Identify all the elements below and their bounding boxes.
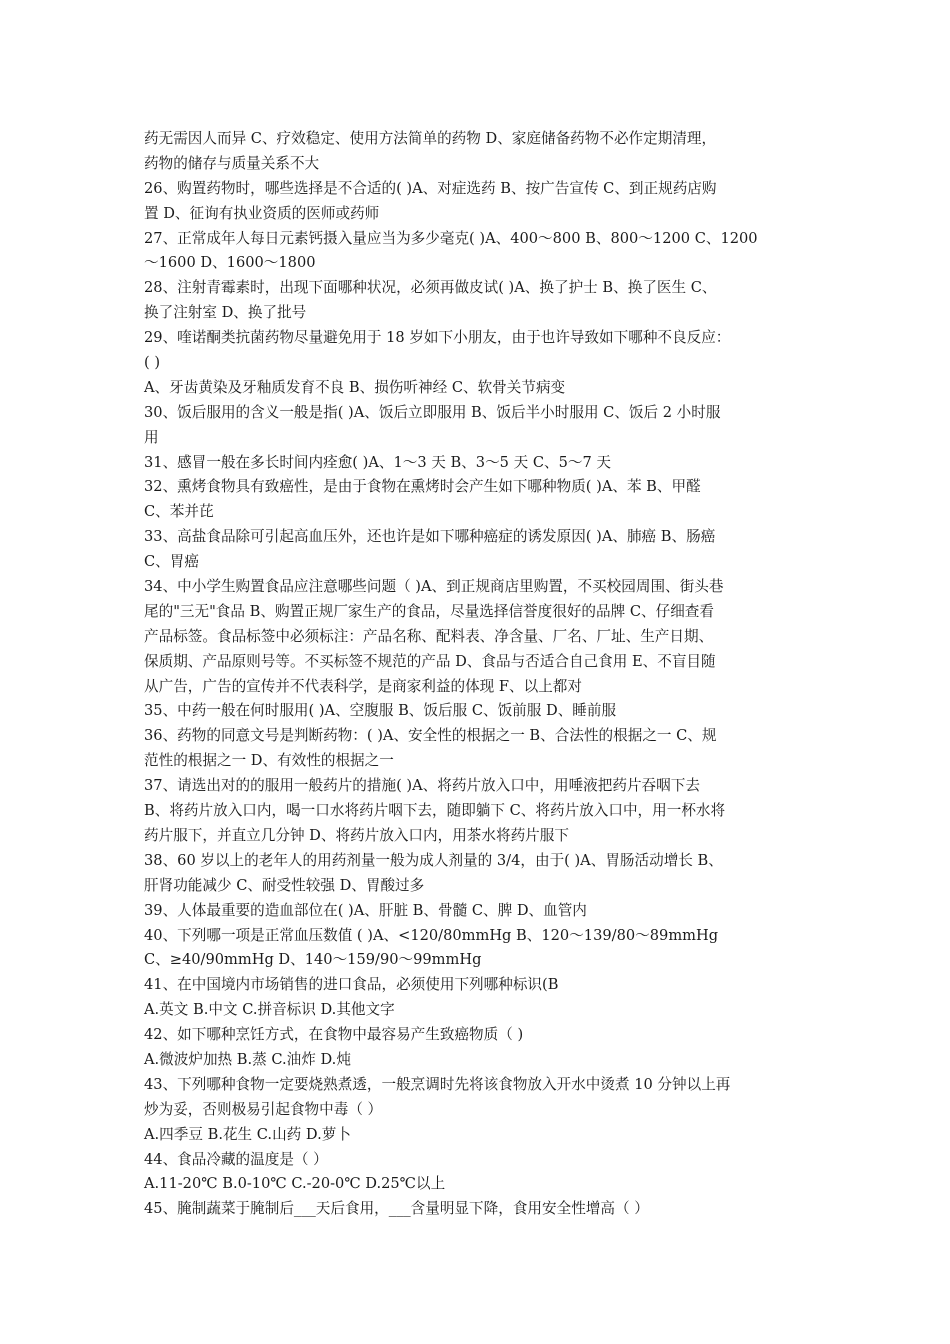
question-26: 26、购置药物时，哪些选择是不合适的( )A、对症选药 B、按广告宣传 C、到正规药店购: [144, 179, 717, 197]
text-line: 保质期、产品原则号等。不买标签不规范的产品 D、食品与否适合自己食用 E、不盲目随: [144, 652, 716, 670]
text-line: 置 D、征询有执业资质的医师或药师: [144, 204, 380, 222]
text-line: 炒为妥，否则极易引起食物中毒（ ）: [144, 1100, 383, 1118]
text-line: C、苯并芘: [144, 503, 214, 521]
text-line: 药物的储存与质量关系不大: [144, 154, 320, 172]
text-line: C、胃癌: [144, 553, 199, 571]
text-line: 用: [144, 428, 159, 446]
text-line: 范性的根据之一 D、有效性的根据之一: [144, 752, 394, 770]
text-line: ( ): [144, 354, 161, 372]
text-line: A.微波炉加热 B.蒸 C.油炸 D.炖: [144, 1050, 351, 1068]
text-line: A.英文 B.中文 C.拼音标识 D.其他文字: [144, 1001, 395, 1019]
question-43: 43、下列哪种食物一定要烧熟煮透，一般烹调时先将该食物放入开水中烫煮 10 分钟以上再: [144, 1075, 731, 1093]
text-line: 尾的"三无"食品 B、购置正规厂家生产的食品，尽量选择信誉度很好的品牌 C、仔细查看: [144, 602, 714, 620]
question-30: 30、饭后服用的含义一般是指( )A、饭后立即服用 B、饭后半小时服用 C、饭后 2 小时服: [144, 403, 721, 421]
text-line: 产品标签。食品标签中必须标注：产品名称、配料表、净含量、厂名、厂址、生产日期、: [144, 627, 714, 645]
text-line: 药无需因人而异 C、疗效稳定、使用方法简单的药物 D、家庭储备药物不必作定期清理，: [144, 130, 717, 147]
question-41: 41、在中国境内市场销售的进口食品，必须使用下列哪种标识(B: [144, 976, 559, 994]
question-32: 32、熏烤食物具有致癌性，是由于食物在熏烤时会产生如下哪种物质( )A、苯 B、甲醛: [144, 478, 701, 496]
question-44: 44、食品冷藏的温度是（ ）: [144, 1150, 328, 1168]
question-27: 27、正常成年人每日元素钙摄入量应当为多少毫克( )A、400～800 B、800～1200 C、1200: [144, 229, 758, 247]
question-42: 42、如下哪种烹饪方式，在食物中最容易产生致癌物质（ ): [144, 1026, 524, 1044]
text-line: A、牙齿黄染及牙釉质发育不良 B、损伤听神经 C、软骨关节病变: [144, 378, 566, 396]
question-35: 35、中药一般在何时服用( )A、空腹服 B、饭后服 C、饭前服 D、睡前服: [144, 702, 617, 720]
question-29: 29、喹诺酮类抗菌药物尽量避免用于 18 岁如下小朋友，由于也许导致如下哪种不良反应：: [144, 329, 731, 347]
question-39: 39、人体最重要的造血部位在( )A、肝脏 B、骨髓 C、脾 D、血管内: [144, 901, 587, 919]
text-line: A.11-20℃ B.0-10℃ C.-20-0℃ D.25℃以上: [144, 1175, 446, 1193]
question-33: 33、高盐食品除可引起高血压外，还也许是如下哪种癌症的诱发原因( )A、肺癌 B、肠癌: [144, 528, 716, 546]
document-page: [144, 127, 814, 1222]
question-28: 28、注射青霉素时，出现下面哪种状况，必须再做皮试( )A、换了护士 B、换了医生 C、: [144, 279, 717, 297]
text-line: C、≥40/90mmHg D、140～159/90～99mmHg: [144, 951, 482, 969]
question-36: 36、药物的同意文号是判断药物：( )A、安全性的根据之一 B、合法性的根据之一 C、规: [144, 727, 717, 745]
text-line: 药片服下，并直立几分钟 D、将药片放入口内，用茶水将药片服下: [144, 826, 569, 844]
text-line: A.四季豆 B.花生 C.山药 D.萝卜: [144, 1125, 351, 1143]
question-38: 38、60 岁以上的老年人的用药剂量一般为成人剂量的 3/4，由于( )A、胃肠活动增长 B、: [144, 851, 723, 869]
text-line: 换了注射室 D、换了批号: [144, 304, 307, 322]
question-40: 40、下列哪一项是正常血压数值 ( )A、<120/80mmHg B、120～139/80～89mmHg: [144, 926, 719, 944]
question-37: 37、请选出对的的服用一般药片的措施( )A、将药片放入口中，用唾液把药片吞咽下去: [144, 777, 700, 795]
text-line: B、将药片放入口内，喝一口水将药片咽下去，随即躺下 C、将药片放入口中，用一杯水将: [144, 802, 726, 820]
text-line: 肝肾功能减少 C、耐受性较强 D、胃酸过多: [144, 876, 425, 894]
question-45: 45、腌制蔬菜于腌制后___天后食用，___含量明显下降，食用安全性增高（ ）: [144, 1200, 649, 1218]
text-line: 从广告，广告的宣传并不代表科学，是商家利益的体现 F、以上都对: [144, 677, 582, 695]
question-34: 34、中小学生购置食品应注意哪些问题（ )A、到正规商店里购置，不买校园周围、街头巷: [144, 578, 724, 596]
question-31: 31、感冒一般在多长时间内痊愈( )A、1～3 天 B、3～5 天 C、5～7 天: [144, 453, 611, 471]
text-line: ～1600 D、1600～1800: [144, 254, 316, 272]
